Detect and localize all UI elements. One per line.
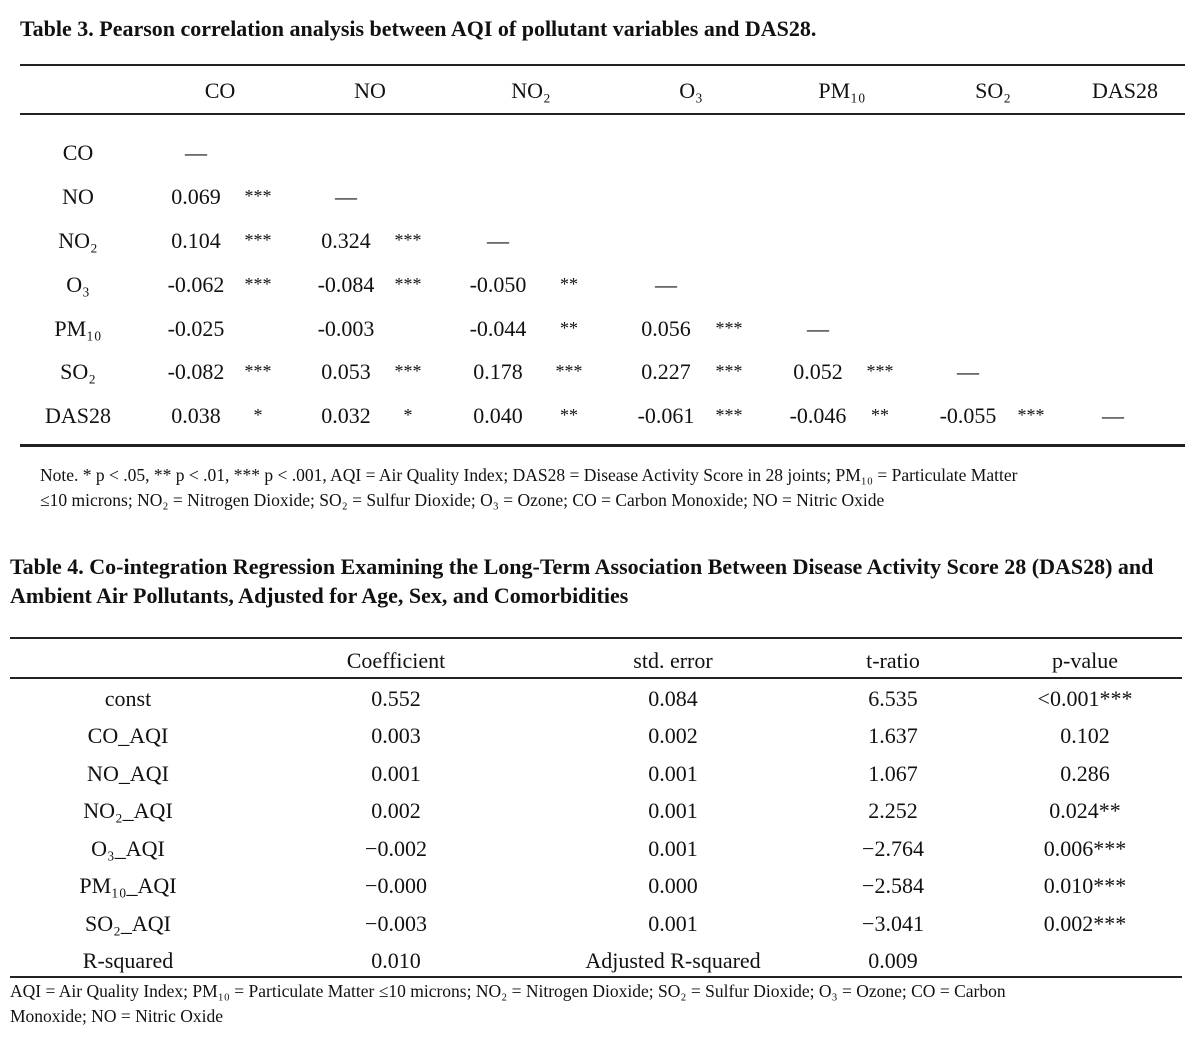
table3-row-label: SO₂ [60, 359, 96, 384]
table3-row-label: O₃ [66, 272, 90, 297]
table4-top-rule [10, 637, 1182, 639]
table3-row-label: CO [62, 140, 94, 165]
table3-cell-significance: *** [394, 361, 422, 381]
table3-col-header: O₃ [679, 78, 703, 103]
table4-row-label: const [104, 686, 152, 711]
table3-cell-value: -0.044 [469, 316, 527, 341]
table3-cell-value: 0.069 [171, 184, 221, 209]
table3-cell-value: 0.324 [321, 228, 371, 253]
table3-col-header: PM₁₀ [818, 78, 866, 103]
table3-diagonal-dash: — [185, 140, 207, 165]
table3-note [40, 463, 1180, 513]
table3-cell-value: -0.046 [789, 403, 847, 428]
table4-cell: 0.000 [648, 873, 698, 898]
table3-col-header: SO₂ [975, 78, 1011, 103]
table3-cell-significance: *** [715, 405, 743, 425]
table3-cell-significance: ** [560, 318, 578, 338]
table3-cell-significance: * [403, 405, 413, 425]
table3-cell-significance: ** [560, 274, 578, 294]
table3-cell-value: -0.050 [469, 272, 527, 297]
table4-cell: 0.001 [648, 836, 698, 861]
table4-cell: 1.637 [868, 723, 918, 748]
table4-cell: −3.041 [862, 911, 924, 936]
table4-cell: 0.001 [648, 798, 698, 823]
table4-adj-rsq-label: Adjusted R-squared [585, 948, 761, 973]
table3-cell-significance: *** [394, 230, 422, 250]
table3-cell-significance: *** [555, 361, 583, 381]
table4-col-header: Coefficient [346, 648, 446, 673]
table3-header-rule [20, 113, 1185, 115]
table4-col-header: std. error [633, 648, 713, 673]
table4-row-label: SO₂_AQI [85, 911, 171, 936]
table3-cell-significance: *** [244, 230, 272, 250]
table3-cell-significance: *** [1017, 405, 1045, 425]
table3-title: Table 3. Pearson correlation analysis between AQI of pollutant variables and DAS28. [20, 16, 817, 41]
table4-cell: 0.002*** [1043, 911, 1127, 936]
table3-cell-value: -0.061 [637, 403, 695, 428]
table4-row-label: CO_AQI [87, 723, 169, 748]
table3-cell-value: -0.082 [167, 359, 225, 384]
table3-cell-value: 0.227 [641, 359, 691, 384]
table4-cell: −0.000 [365, 873, 427, 898]
table4-cell: 0.001 [648, 761, 698, 786]
table4-cell: <0.001*** [1037, 686, 1133, 711]
table3-note-line1: Note. * p < .05, ** p < .01, *** p < .001, AQI = Air Quality Index; DAS28 = Disease Activity Score in 28 joints; PM₁₀ = Particulate Matter [40, 465, 1018, 485]
table3-row-label: PM₁₀ [54, 316, 102, 341]
table4-cell: 0.003 [371, 723, 421, 748]
table4-cell: 0.102 [1060, 723, 1110, 748]
table4-cell: 0.010*** [1043, 873, 1127, 898]
table4-cell: −0.003 [365, 911, 427, 936]
table4-col-header: t-ratio [866, 648, 920, 673]
table3-cell-significance: *** [244, 361, 272, 381]
table3-diagonal-dash: — [335, 184, 357, 209]
table4-cell: −0.002 [365, 836, 427, 861]
table4-cell: 0.286 [1060, 761, 1110, 786]
table4-cell: 0.084 [648, 686, 698, 711]
table3-cell-significance: ** [871, 405, 889, 425]
table3-cell-significance: *** [394, 274, 422, 294]
table4-cell: 0.001 [371, 761, 421, 786]
table3-row-label: NO₂ [58, 228, 98, 253]
table4-bottom-rule [10, 976, 1182, 978]
table4-row-label: NO_AQI [87, 761, 169, 786]
table4-cell: −2.584 [862, 873, 924, 898]
table3-note-line2: ≤10 microns; NO₂ = Nitrogen Dioxide; SO₂ = Sulfur Dioxide; O₃ = Ozone; CO = Carbon Monoxide; NO = Nitric Oxide [40, 490, 885, 510]
table3-col-header: DAS28 [1091, 78, 1159, 103]
table3-cell-value: 0.038 [171, 403, 221, 428]
table3-cell-value: 0.032 [321, 403, 371, 428]
table4-cell: 0.001 [648, 911, 698, 936]
table3-cell-significance: * [253, 405, 263, 425]
table3-diagonal-dash: — [957, 359, 979, 384]
table3-cell-value: 0.056 [641, 316, 691, 341]
table4-rsq-label: R-squared [82, 948, 174, 973]
table4-adj-rsq-value: 0.009 [868, 948, 918, 973]
table4-row-label: NO₂_AQI [83, 798, 173, 823]
table4-cell: 6.535 [868, 686, 918, 711]
table3-cell-value: -0.003 [317, 316, 375, 341]
table4-title: Table 4. Co-integration Regression Examining the Long-Term Association Between Disease Activity Score 28 (DAS28) and Ambient Air Pollutants, Adjusted for Age, Sex, and Comorbidities [10, 554, 1154, 608]
table3-cell-value: -0.084 [317, 272, 375, 297]
table3-col-header: CO [204, 78, 236, 103]
table3-diagonal-dash: — [487, 228, 509, 253]
table3-cell-significance: ** [560, 405, 578, 425]
table4-cell: 0.002 [371, 798, 421, 823]
table3-cell-value: 0.052 [793, 359, 843, 384]
table3-row-label: DAS28 [44, 403, 112, 428]
table3-diagonal-dash: — [655, 272, 677, 297]
table4-cell: −2.764 [862, 836, 924, 861]
table3-cell-value: 0.040 [473, 403, 523, 428]
table3-bottom-rule [20, 444, 1185, 447]
table4-cell: 1.067 [868, 761, 918, 786]
table4-cell: 0.002 [648, 723, 698, 748]
table4-col-header: p-value [1052, 648, 1118, 673]
table4-cell: 0.552 [371, 686, 421, 711]
table3-top-rule [20, 64, 1185, 66]
table3-cell-value: 0.104 [171, 228, 221, 253]
table4-note-line1: AQI = Air Quality Index; PM₁₀ = Particulate Matter ≤10 microns; NO₂ = Nitrogen Dioxide; SO₂ = Sulfur Dioxide; O₃ = Ozone; CO = Carbon [10, 981, 1006, 1001]
table3-cell-significance: *** [715, 361, 743, 381]
table4-row-label: PM₁₀_AQI [79, 873, 177, 898]
table3-cell-significance: *** [866, 361, 894, 381]
table3-diagonal-dash: — [807, 316, 829, 341]
table3-cell-value: 0.053 [321, 359, 371, 384]
table4-note-line2: Monoxide; NO = Nitric Oxide [10, 1006, 224, 1026]
table4-note [10, 979, 1190, 1029]
table3-cell-value: 0.178 [473, 359, 523, 384]
table4-row-label: O₃_AQI [91, 836, 165, 861]
table3-cell-value: -0.025 [167, 316, 225, 341]
table3-cell-significance: *** [715, 318, 743, 338]
table4-rsq-value: 0.010 [371, 948, 421, 973]
table3-cell-value: -0.055 [939, 403, 997, 428]
table3-row-label: NO [62, 184, 94, 209]
table3-col-header: NO [354, 78, 386, 103]
table3-cell-value: -0.062 [167, 272, 225, 297]
table4-cell: 0.024** [1049, 798, 1121, 823]
table3-cell-significance: *** [244, 274, 272, 294]
table4-cell: 2.252 [868, 798, 918, 823]
table3-col-header: NO₂ [511, 78, 551, 103]
table3-diagonal-dash: — [1102, 403, 1124, 428]
table4-header-rule [10, 677, 1182, 679]
table3-cell-significance: *** [244, 186, 272, 206]
table4-cell: 0.006*** [1043, 836, 1127, 861]
